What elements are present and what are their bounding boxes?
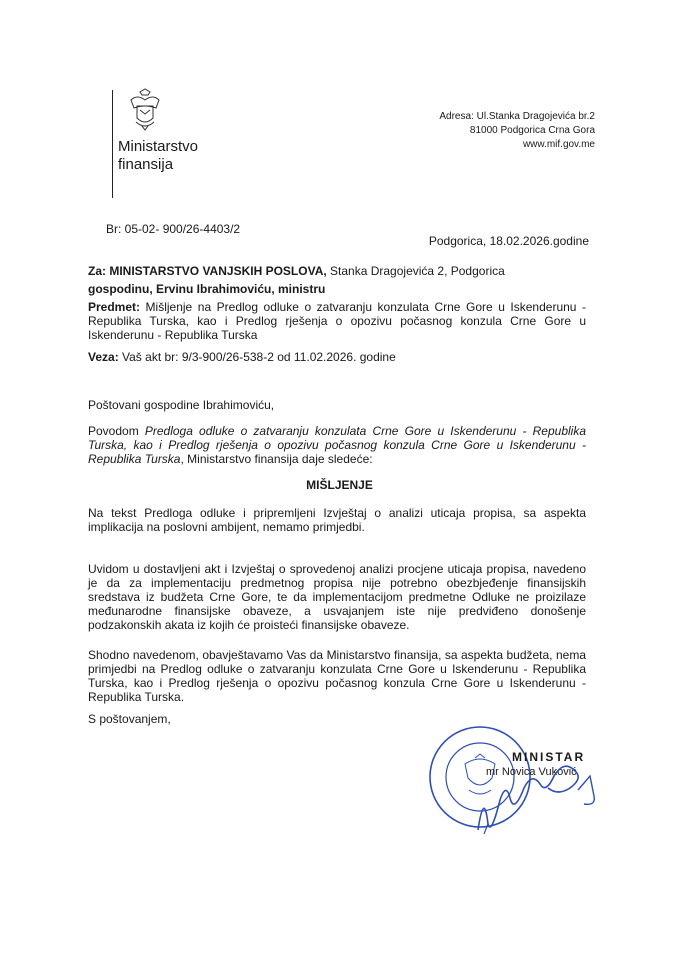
subject-label: Predmet: [88,300,141,314]
subject-block [88,300,586,342]
address-line1: Adresa: Ul.Stanka Dragojevića br.2 [439,111,595,122]
intro-start: Povodom [88,424,145,438]
link-label: Veza: [88,350,119,364]
website-link[interactable]: www.mif.gov.me [522,139,595,150]
reference-number: Br: 05-02- 900/26-4403/2 [106,222,241,236]
intro-paragraph [88,424,586,466]
ministry-address [439,110,595,152]
recipient-person: gospodinu, Ervinu Ibrahimoviću, ministru [88,282,326,296]
ministry-line1: Ministarstvo [118,138,199,155]
coat-of-arms-icon [128,88,162,132]
subject-text: Mišljenje na Predlog odluke o zatvaranju konzulata Crne Gore u Iskenderunu - Republika Turska, kao i Predlog rješenja o opozivu počasnog konzula Crne Gore u Iskenderunu - Republika Turska [88,300,586,342]
signer-title: MINISTAR [512,750,586,764]
recipient-line [88,264,598,278]
link-text: Vaš akt br: 9/3-900/26-538-2 od 11.02.2026. godine [118,350,396,364]
header-divider [112,90,113,198]
document-date: Podgorica, 18.02.2026.godine [428,234,589,248]
recipient-address: Stanka Dragojevića 2, Podgorica [326,264,505,278]
intro-end: , Ministarstvo finansija daje sledeće: [180,452,373,466]
reference-link [88,350,396,364]
paragraph-2: Uvidom u dostavljeni akt i Izvještaj o sprovedenoj analizi procjene uticaja propisa, navedeno je da za implementaciju predmetnog propisa nije potrebno obezbjeđenje finansijskih sredstava iz budžeta Crne Gore, te da implementacijom predmetne Odluke ne proizilaze međunarodne finansijske obaveze, a usvajanjem iste nije predviđeno donošenje podzakonskih akata iz kojih će proisteći finansijske obaveze. [88,562,586,632]
closing: S poštovanjem, [88,712,171,726]
signer-name: mr Novica Vuković [486,766,577,778]
intro-italic: Predloga odluke o zatvaranju konzulata Crne Gore u Iskenderunu - Republika Turska, kao i Predlog rješenja o opozivu počasnog konzula Crne Gore u Iskenderunu - Republika Turska [88,424,586,466]
address-line2: 81000 Podgorica Crna Gora [469,125,595,136]
paragraph-1: Na tekst Predloga odluke i pripremljeni Izvještaj o analizi uticaja propisa, sa aspekta implikacija na poslovni ambijent, nemamo primjedbi. [88,506,586,534]
recipient-label: Za: MINISTARSTVO VANJSKIH POSLOVA, [88,264,327,278]
handwritten-signature [470,760,610,840]
ministry-line2: finansija [118,156,174,173]
salutation: Poštovani gospodine Ibrahimoviću, [88,398,275,412]
ministry-name [118,138,198,174]
opinion-heading: MIŠLJENJE [306,478,373,492]
paragraph-3: Shodno navedenom, obavještavamo Vas da Ministarstvo finansija, sa aspekta budžeta, nema primjedbi na Predlog odluke o zatvaranju konzulata Crne Gore u Iskenderunu - Republika Turska, kao i Predlog rješenja o opozivu počasnog konzula Crne Gore u Iskenderunu - Republika Turska. [88,648,586,704]
